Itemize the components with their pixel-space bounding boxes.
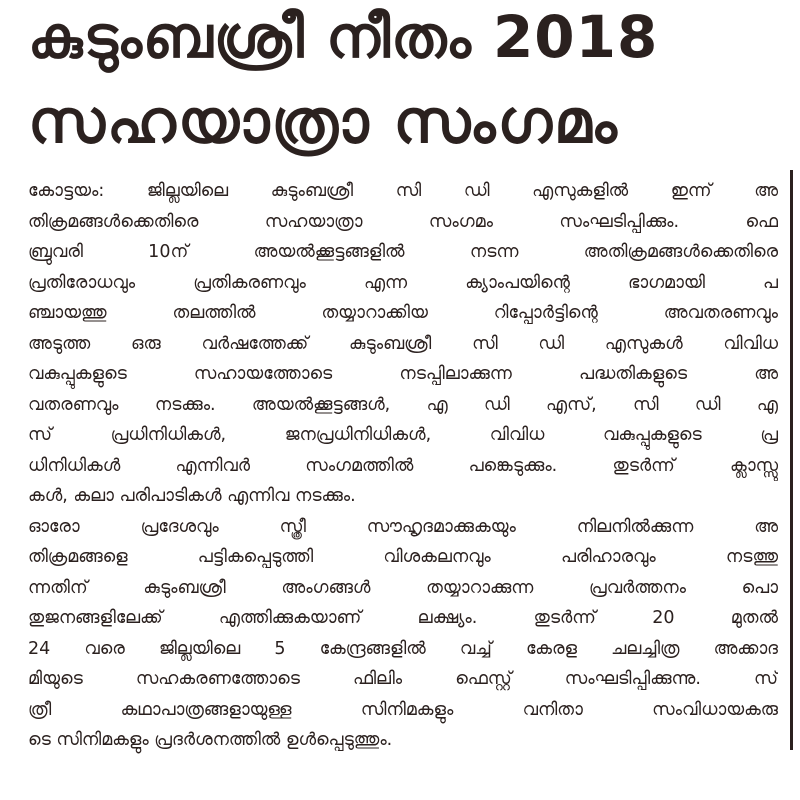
article-line: സ് പ്രധിനിധികൾ, ജനപ്രധിനിധികൾ, വിവിധ വകുപ്പുകളുടെ പ്ര [28, 425, 778, 445]
article-line: ഞ്ചായത്തു തലത്തിൽ തയ്യാറാക്കിയ റിപ്പോർട്ടിന്റെ അവതരണവും [28, 303, 778, 323]
article-line: തിക്രമങ്ങളെ പട്ടികപ്പെടുത്തി വിശകലനവും പരിഹാരവും നടത്തു [28, 547, 778, 567]
article-body [28, 176, 778, 756]
article-line: തുജനങ്ങളിലേക്ക് എത്തിക്കുകയാണ് ലക്ഷ്യം. തുടർന്ന് 20 മുതൽ [28, 608, 778, 628]
article-line: അടുത്ത ഒരു വർഷത്തേക്ക് കുടുംബശ്രീ സി ഡി എസുകൾ വിവിധ [28, 333, 778, 354]
article-line: പ്രതിരോധവും പ്രതികരണവും എന്ന ക്യാംപയിന്റെ ഭാഗമായി പ [28, 272, 778, 293]
article-line: വകുപ്പുകളുടെ സഹായത്തോടെ നടപ്പിലാക്കുന്ന പദ്ധതികളുടെ അ [28, 364, 778, 384]
column-rule [790, 170, 793, 750]
article-line: കോട്ടയം: ജില്ലയിലെ കുടുംബശ്രീ സി ഡി എസുകളിൽ ഇന്ന് അ [28, 181, 778, 201]
article-line: ബ്രുവരി 10ന് അയൽക്കൂട്ടങ്ങളിൽ നടന്ന അതിക്രമങ്ങൾക്കെതിരെ [28, 242, 778, 262]
article-line: വതരണവും നടക്കും. അയൽക്കൂട്ടങ്ങൾ, എ ഡി എസ്, സി ഡി എ [28, 394, 778, 415]
article-line: തിക്രമങ്ങൾക്കെതിരെ സഹയാത്രാ സംഗമം സംഘടിപ്പിക്കും. ഫെ [28, 211, 778, 232]
article-line: ത്രീ കഥാപാത്രങ്ങളായുള്ള സിനിമകളും വനിതാ സംവിധായകരു [28, 699, 778, 720]
article-line: കൾ, കലാ പരിപാടികൾ എന്നിവ നടക്കും. [28, 486, 356, 506]
article-line: മിയുടെ സഹകരണത്തോടെ ഫിലിം ഫെസ്റ്റ് സംഘടിപ്പിക്കുന്നു. സ് [28, 669, 778, 689]
article-line: ധിനിധികൾ എന്നിവർ സംഗമത്തിൽ പങ്കെടുക്കും. തുടർന്ന് ക്ലാസ്സു [28, 455, 778, 476]
article-line: ന്നതിന് കുടുംബശ്രീ അംഗങ്ങൾ തയ്യാറാക്കുന്ന പ്രവർത്തനം പൊ [28, 577, 778, 598]
article-line: 24 വരെ ജില്ലയിലെ 5 കേന്ദ്രങ്ങളിൽ വച്ച് കേരള ചലച്ചിത്ര അക്കാദ [28, 638, 778, 659]
article-line: ഓരോ പ്രദേശവും സ്ത്രീ സൗഹൃദമാക്കുകയും നിലനിൽക്കുന്ന അ [28, 516, 778, 537]
headline-line-2: സഹയാത്രാ സംഗമം [28, 87, 619, 157]
article-line: ടെ സിനിമകളും പ്രദർശനത്തിൽ ഉൾപ്പെടുത്തും. [28, 730, 393, 750]
headline-line-1: കുടുംബശ്രീ നീതം 2018 [28, 3, 659, 71]
